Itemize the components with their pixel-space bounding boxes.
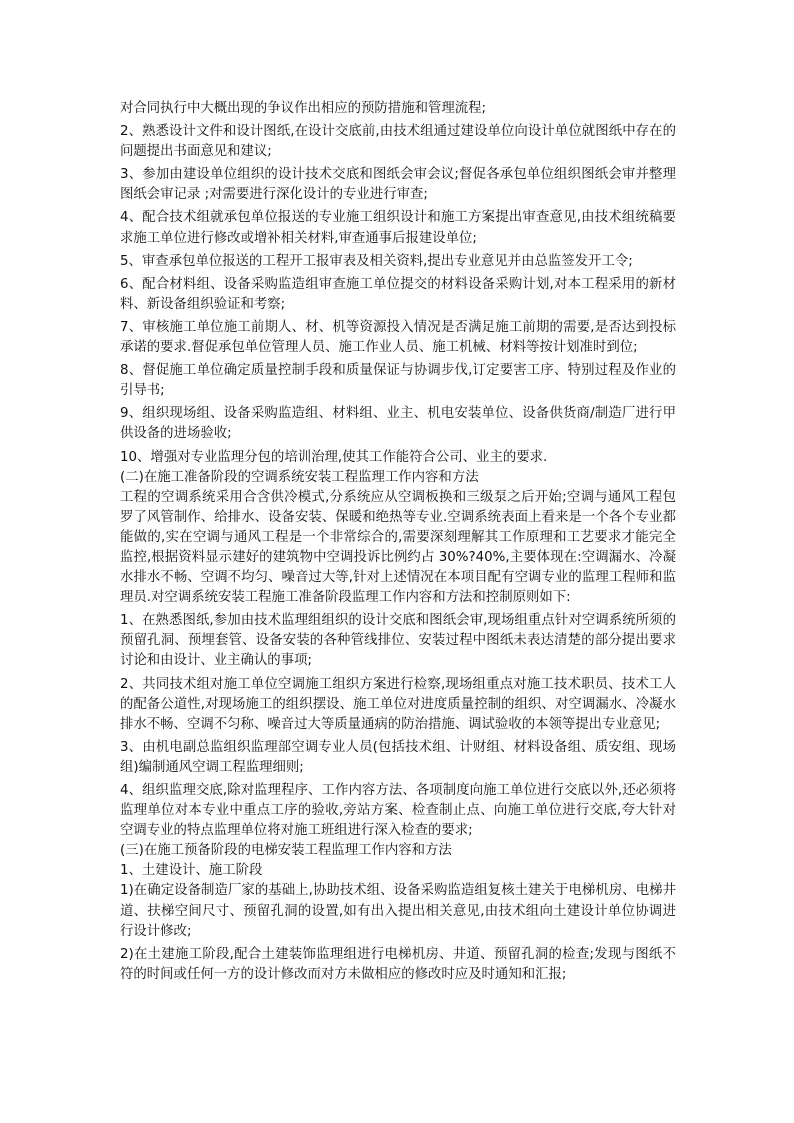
- paragraph-hvac-item-2: 2、共同技术组对施工单位空调施工组织方案进行检察,现场组重点对施工技术职员、技术工人的配备公道性,对现场施工的组织摆设、施工单位对进度质量控制的组织、对空调漏水、冷凝水排水不畅、空调不匀称、噪音过大等质量通病的防治措施、调试验收的本领等提出专业意见;: [120, 676, 676, 732]
- paragraph-item-2: 2、熟悉设计文件和设计图纸,在设计交底前,由技术组通过建设单位向设计单位就图纸中存在的问题提出书面意见和建议;: [120, 124, 676, 160]
- paragraph-intro-continuation: 对合同执行中大概出现的争议作出相应的预防措施和管理流程;: [120, 101, 487, 116]
- paragraph-hvac-item-4: 4、组织监理交底,除对监理程序、工作内容方法、各项制度向施工单位进行交底以外,还必须将监理单位对本专业中重点工序的验收,旁站方案、检查制止点、向施工单位进行交底,夸大针对空调专业的特点监理单位将对施工班组进行深入检查的要求;: [120, 783, 676, 839]
- paragraph-hvac-overview: 工程的空调系统采用合含供冷模式,分系统应从空调板换和三级泵之后开始;空调与通风工程包罗了风管制作、给排水、设备安装、保暖和绝热等专业.空调系统表面上看来是一个各个专业都能做的,实在空调与通风工程是一个非常综合的,需要深刻理解其工作原理和工艺要求才能完全监控,根据资料显示建好的建筑物中空调投诉比例约占 30%?40%,主要体现在:空调漏水、冷凝水排水不畅、空调不均匀、噪音过大等,针对上述情况在本项目配有空调专业的监理工程师和监理员.对空调系统安装工程施工准备阶段监理工作内容和方法和控制原则如下:: [120, 489, 676, 606]
- paragraph-hvac-item-1: 1、在熟悉图纸,参加由技术监理组组织的设计交底和图纸会审,现场组重点针对空调系统所须的预留孔洞、预埋套管、设备安装的各种管线排位、安装过程中图纸未表达清楚的部分提出要求讨论和由设计、业主确认的事项;: [120, 613, 676, 669]
- paragraph-item-4: 4、配合技术组就承包单位报送的专业施工组织设计和施工方案提出审查意见,由技术组统稿要求施工单位进行修改或增补相关材料,审查通事后报建设单位;: [120, 210, 676, 246]
- paragraph-hvac-item-3: 3、由机电副总监组织监理部空调专业人员(包括技术组、计财组、材料设备组、质安组、现场组)编制通风空调工程监理细则;: [120, 739, 676, 775]
- section-heading-2: (二)在施工准备阶段的空调系统安装工程监理工作内容和方法: [120, 469, 479, 485]
- paragraph-item-3: 3、参加由建设单位组织的设计技术交底和图纸会审会议;督促各承包单位组织图纸会审并整理图纸会审记录 ;对需要进行深化设计的专业进行审查;: [120, 167, 676, 203]
- paragraph-item-7: 7、审核施工单位施工前期人、材、机等资源投入情况是否满足施工前期的需要,是否达到投标承诺的要求.督促承包单位管理人员、施工作业人员、施工机械、材料等按计划准时到位;: [120, 319, 676, 356]
- paragraph-item-10: 10、增强对专业监理分包的培训治理,使其工作能符合公司、业主的要求.: [120, 449, 548, 465]
- paragraph-item-9: 9、组织现场组、设备采购监造组、材料组、业主、机电安装单位、设备供货商/制造厂进行甲供设备的进场验收;: [120, 406, 676, 442]
- section-heading-3: (三)在施工预备阶段的电梯安装工程监理工作内容和方法: [120, 843, 452, 859]
- paragraph-elevator-item-1: 1)在确定设备制造厂家的基础上,协助技术组、设备采购监造组复核土建关于电梯机房、电梯井道、扶梯空间尺寸、预留孔洞的设置,如有出入提出相关意见,由技术组向土建设计单位协调进行设计修改;: [120, 883, 676, 939]
- document-body: [120, 99, 676, 985]
- paragraph-elevator-item-2: 2)在土建施工阶段,配合土建装饰监理组进行电梯机房、井道、预留孔洞的检查;发现与图纸不符的时间或任何一方的设计修改而对方未做相应的修改时应及时通知和汇报;: [120, 946, 676, 982]
- paragraph-item-8: 8、督促施工单位确定质量控制手段和质量保证与协调步伐,订定要害工序、特别过程及作业的引导书;: [120, 363, 676, 399]
- paragraph-item-6: 6、配合材料组、设备采购监造组审查施工单位提交的材料设备采购计划,对本工程采用的新材料、新设备组织验证和考察;: [120, 276, 676, 312]
- paragraph-item-5: 5、审查承包单位报送的工程开工报审表及相关资料,提出专业意见并由总监签发开工令;: [120, 253, 633, 269]
- subsection-heading-1: 1、土建设计、施工阶段: [120, 863, 263, 879]
